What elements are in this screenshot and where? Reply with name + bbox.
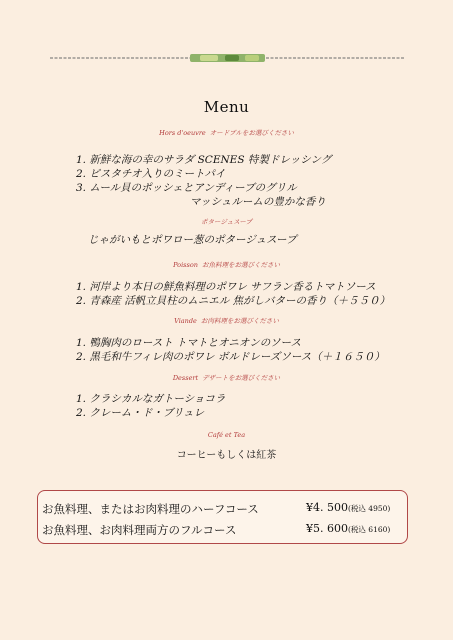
menu-title: Menu [203,98,250,116]
list-item: じゃがいもとポワロー葱のポタージュスープ [88,234,297,246]
section-soup-heading [0,217,453,226]
section-jp: デザートをお選びください [202,374,281,382]
section-jp: ポタージュスープ [200,218,253,226]
section-name: Hors d'oeuvre [159,129,206,137]
section-cafe-heading [0,431,453,439]
section-dessert-heading [0,373,453,382]
section-name: Poisson [173,261,198,269]
list-item: 1. 河岸より本日の鮮魚料理のポワレ サフラン香るトマトソース [76,281,376,293]
course-label: お魚料理、またはお肉料理のハーフコース [42,502,259,516]
list-item: 1. クラシカルなガトーショコラ [76,393,226,405]
section-name: Café et Tea [207,431,246,439]
course-full [42,522,391,538]
list-item: 1. 鴨胸肉のロースト トマトとオニオンのソース [76,337,302,349]
list-item: 1. 新鮮な海の幸のサラダ SCENES 特製ドレッシング [76,154,332,166]
course-price-box [37,490,408,544]
list-item: 2. 青森産 活帆立貝柱のムニエル 焦がしバターの香り（＋５５０） [76,295,391,307]
course-price: ¥4. 500(税込 4950) [306,501,391,514]
section-viande-heading [0,316,453,325]
section-jp: お肉料理をお選びください [200,317,279,325]
list-item: マッシュルームの豊かな香り [190,196,326,208]
section-name: Viande [174,317,197,325]
course-label: お魚料理、お肉料理両方のフルコース [42,523,237,537]
list-item: 2. クレーム・ド・ブリュレ [76,407,205,419]
list-item: コーヒーもしくは紅茶 [176,450,277,461]
list-item: 2. ピスタチオ入りのミートパイ [76,168,226,180]
course-price: ¥5. 600(税込 6160) [306,522,391,535]
section-jp: オードブルをお選びください [209,129,294,137]
section-poisson-heading [0,260,453,269]
section-hors-doeuvre-heading [0,128,453,137]
course-tax: (税込 6160) [348,525,391,534]
section-name: Dessert [172,374,199,382]
section-jp: お魚料理をお選びください [201,261,280,269]
list-item: 2. 黒毛和牛フィレ肉のポワレ ボルドレーズソース（＋１６５０） [76,351,385,363]
course-tax: (税込 4950) [348,504,391,513]
list-item: 3. ムール貝のポッシェとアンディーブのグリル [76,182,297,194]
decorative-divider [50,52,405,64]
course-half [42,501,391,517]
